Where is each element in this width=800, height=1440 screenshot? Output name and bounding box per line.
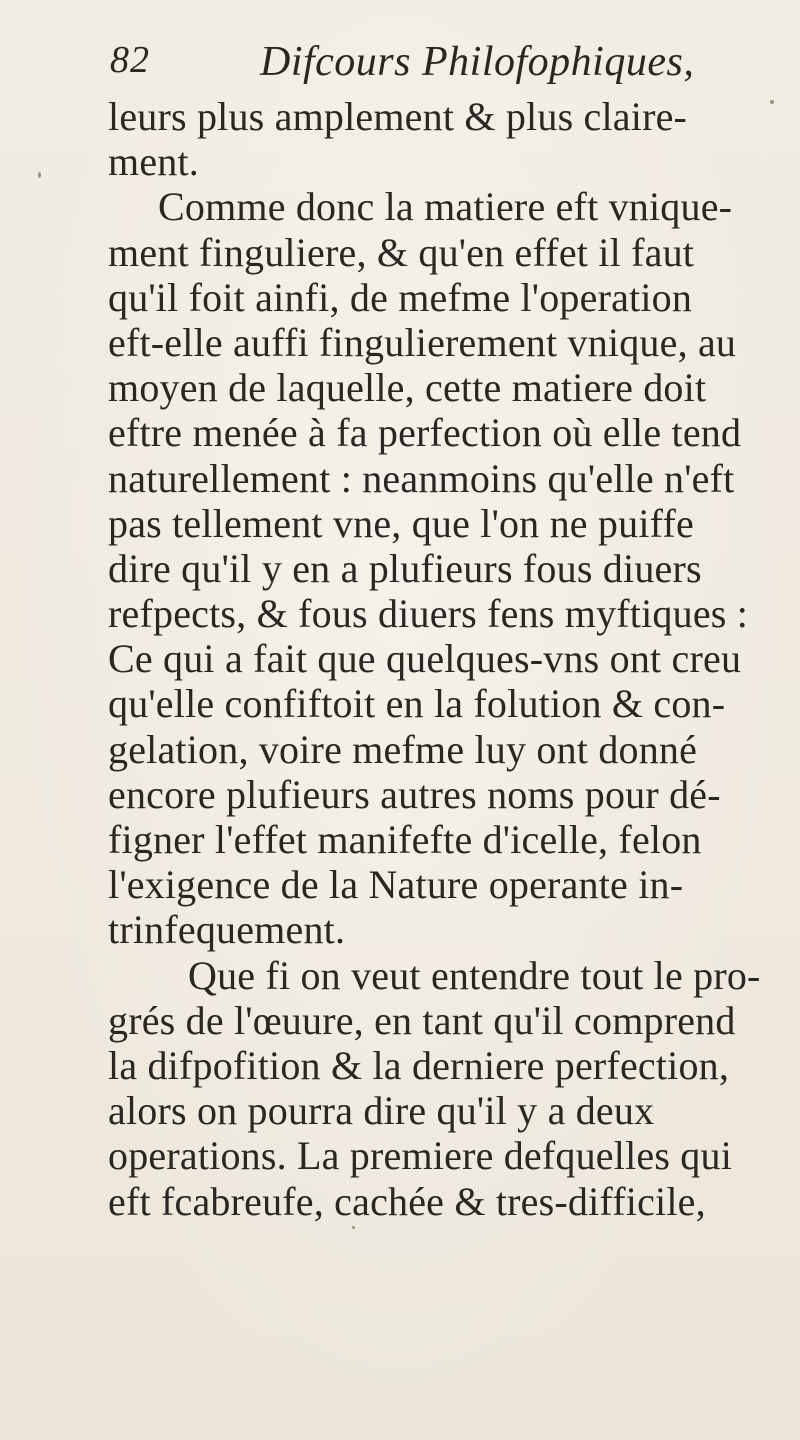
text-line: la difpofition & la derniere perfection, xyxy=(108,1042,730,1088)
text-line: refpects, & fous diuers fens myftiques : xyxy=(108,591,749,637)
text-line: operations. La premiere defquelles qui xyxy=(108,1133,733,1179)
text-line: l'exigence de la Nature operante in- xyxy=(108,862,684,908)
body-text xyxy=(108,94,798,1224)
paper-speck xyxy=(770,100,774,104)
text-line: eft-elle auffi fingulierement vnique, au xyxy=(108,319,737,365)
text-line: naturellement : neanmoins qu'elle n'eft xyxy=(108,455,735,501)
text-line: Que fi on veut entendre tout le pro- xyxy=(188,952,761,998)
text-line: pas tellement vne, que l'on ne puiffe xyxy=(108,500,694,546)
page-header xyxy=(110,38,710,98)
text-line: gelation, voire mefme luy ont donné xyxy=(108,726,698,772)
text-line: eftre menée à fa perfection où elle tend xyxy=(108,410,742,456)
text-line: leurs plus amplement & plus claire- xyxy=(108,94,688,139)
text-line: Comme donc la matiere eft vnique- xyxy=(158,184,733,230)
text-line: figner l'effet manifefte d'icelle, felon xyxy=(108,817,702,862)
text-line: trinfequement. xyxy=(108,907,346,953)
text-line: eft fcabreufe, cachée & tres-difficile, xyxy=(108,1178,706,1224)
text-line: grés de l'œuure, en tant qu'il comprend xyxy=(108,997,736,1043)
text-line: moyen de laquelle, cette matiere doit xyxy=(108,365,707,411)
text-line: dire qu'il y en a plufieurs fous diuers xyxy=(108,545,702,591)
text-line: alors on pourra dire qu'il y a deux xyxy=(108,1088,655,1134)
text-line: encore plufieurs autres noms pour dé- xyxy=(108,771,721,817)
text-line: ment finguliere, & qu'en effet il faut xyxy=(108,229,695,275)
page-number: 82 xyxy=(110,39,150,81)
text-line: Ce qui a fait que quelques-vns ont creu xyxy=(108,636,742,682)
paper-speck xyxy=(38,172,41,178)
paper-speck xyxy=(352,1226,355,1229)
text-line: qu'il foit ainfi, de mefme l'operation xyxy=(108,274,693,320)
text-line: ment. xyxy=(108,139,199,185)
text-line: qu'elle confiftoit en la folution & con- xyxy=(108,681,726,727)
running-title: Difcours Philofophiques, xyxy=(260,39,695,85)
